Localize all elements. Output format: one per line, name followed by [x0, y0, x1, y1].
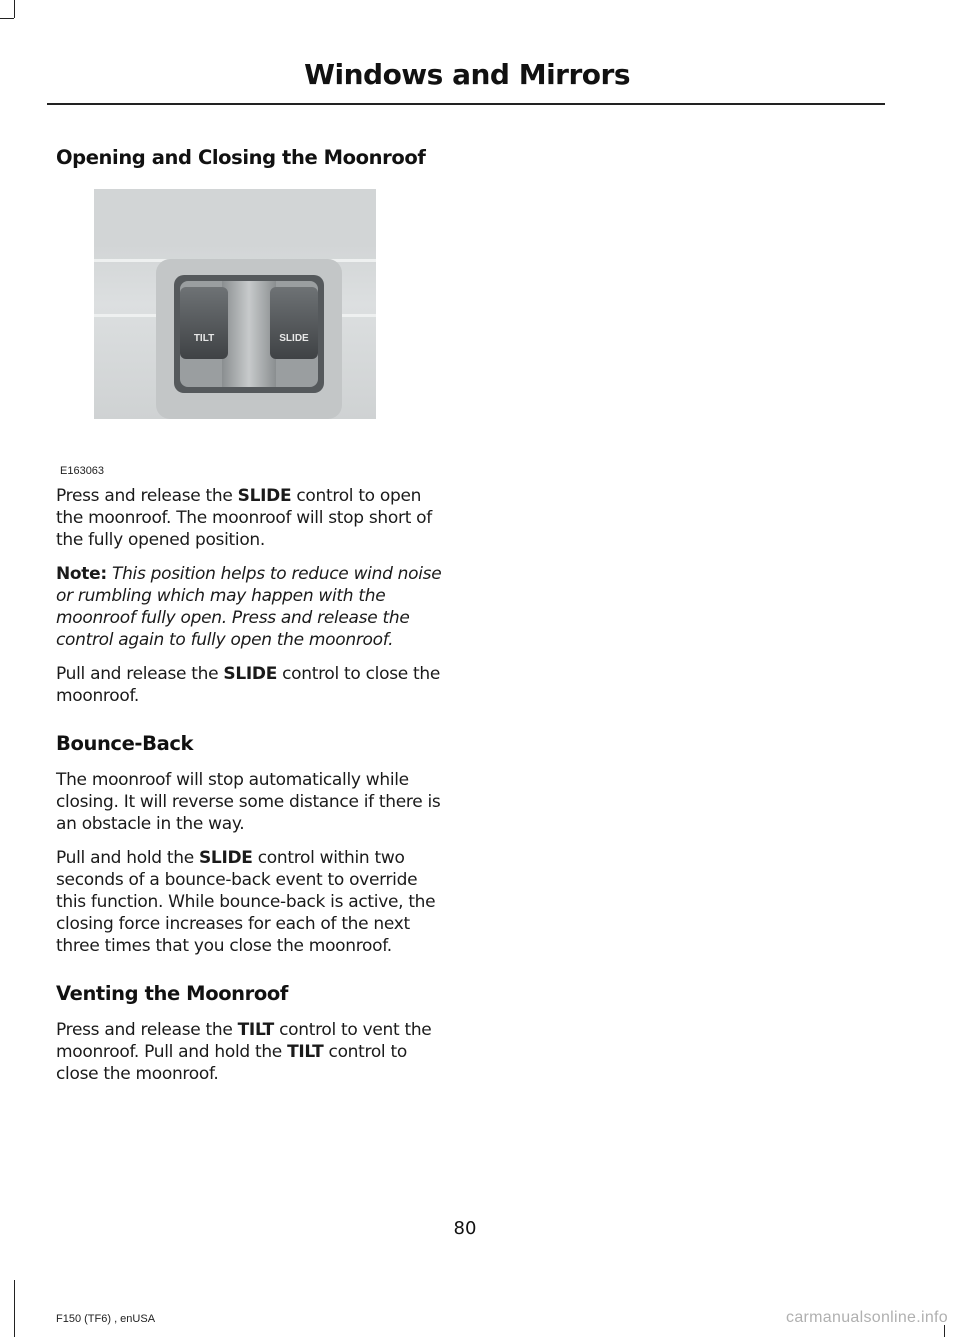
content-column: [56, 146, 448, 1085]
paragraph-slide-close: Pull and release the SLIDE control to close the moonroof.: [56, 664, 441, 706]
watermark-link[interactable]: carmanualsonline.info: [786, 1309, 948, 1326]
page-header-title: Windows and Mirrors: [304, 58, 630, 91]
moonroof-control-illustration: [56, 189, 376, 451]
moonroof-control-figure: [56, 189, 376, 477]
paragraph-slide-open: Press and release the SLIDE control to open the moonroof. The moonroof will stop short of the fully opened position.: [56, 486, 432, 550]
page-number: 80: [453, 1218, 477, 1239]
paragraph-bounce-back-1: The moonroof will stop automatically while closing. It will reverse some distance if there is an obstacle in the way.: [56, 770, 441, 834]
footer-model-code: F150 (TF6) , enUSA: [56, 1313, 156, 1325]
note-label: Note:: [56, 564, 107, 584]
header-divider: [47, 103, 885, 105]
slide-button-label: SLIDE: [279, 333, 309, 344]
crop-mark: [0, 18, 14, 19]
figure-code: E163063: [60, 465, 105, 477]
paragraph-venting: Press and release the TILT control to vent the moonroof. Pull and hold the TILT control to close the moonroof.: [56, 1020, 432, 1084]
paragraph-bounce-back-2: Pull and hold the SLIDE control within two seconds of a bounce-back event to override this function. While bounce-back is active, the closing force increases for each of the next three times that you close the moonroof.: [56, 848, 436, 956]
note-text: This position helps to reduce wind noise or rumbling which may happen with the moonroof fully open. Press and release the control again to fully open the moonroof.: [56, 564, 442, 650]
section-heading-venting: Venting the Moonroof: [56, 982, 288, 1005]
section-heading-opening: Opening and Closing the Moonroof: [56, 146, 426, 169]
crop-mark: [14, 0, 15, 18]
tilt-button-label: TILT: [193, 333, 215, 344]
crop-mark: [14, 1280, 15, 1337]
note-paragraph: [56, 563, 448, 651]
section-heading-bounce-back: Bounce-Back: [56, 732, 194, 755]
